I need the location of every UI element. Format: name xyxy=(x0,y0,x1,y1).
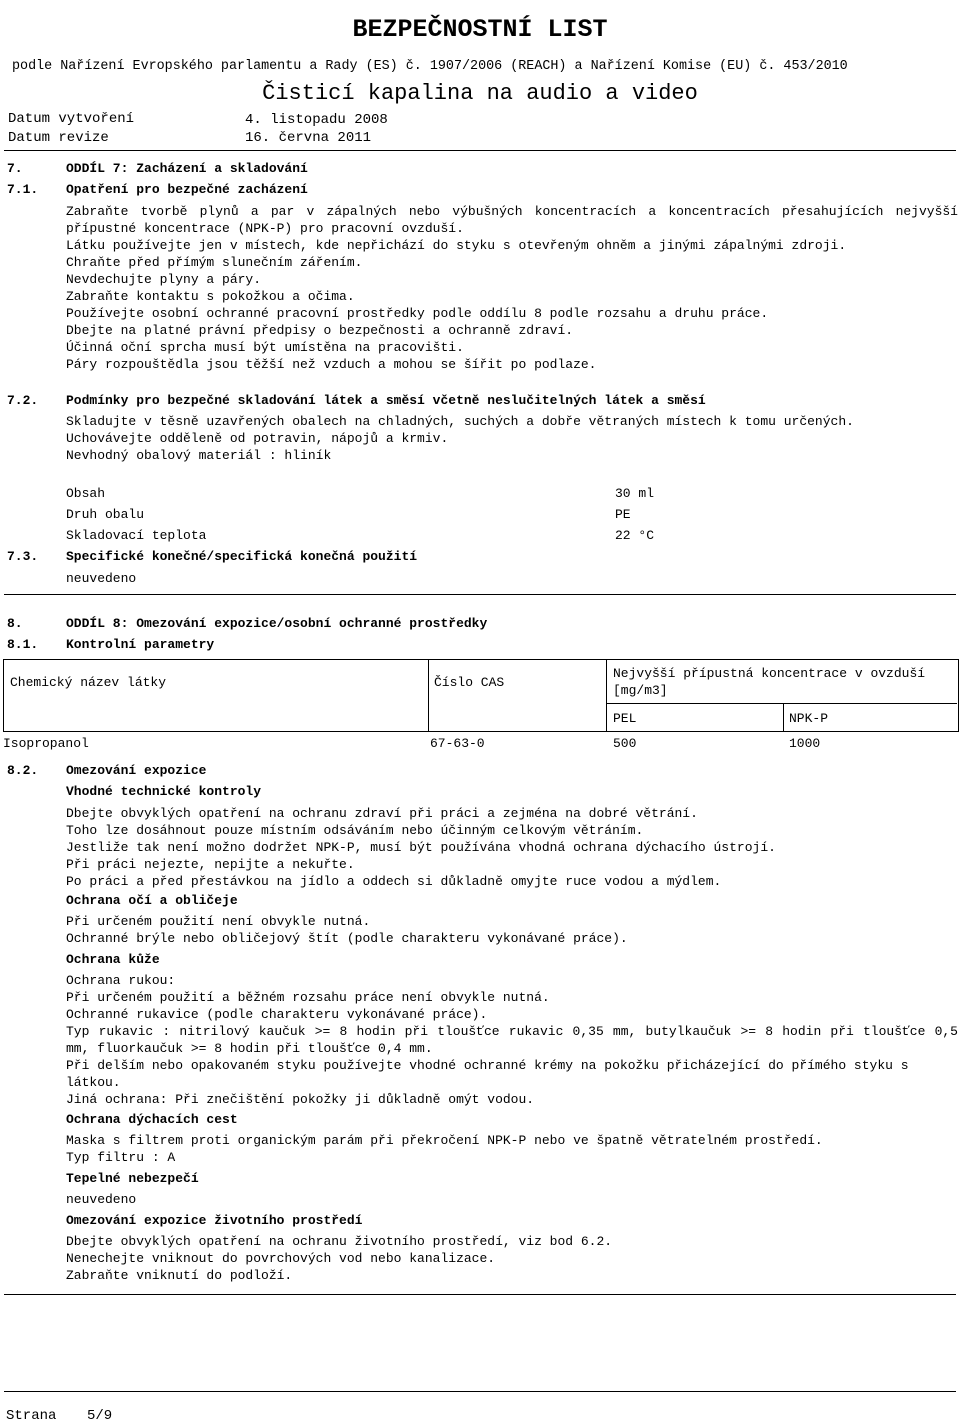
revised-label: Datum revize xyxy=(8,130,109,146)
paragraph: Při určeném použití není obvykle nutná. xyxy=(66,914,371,929)
paragraph: Skladujte v těsně uzavřených obalech na chladných, suchých a dobře větraných místech k tomu určených. xyxy=(66,414,854,429)
table-cell-cas: 67-63-0 xyxy=(430,736,485,751)
paragraph: Nenechejte vniknout do povrchových vod nebo kanalizace. xyxy=(66,1251,496,1266)
tech-controls-title: Vhodné technické kontroly xyxy=(66,784,262,799)
section72-number: 7.2. xyxy=(7,393,39,408)
footer-divider xyxy=(4,1391,956,1392)
paragraph: Ochrana rukou: xyxy=(66,973,176,988)
paragraph: Ochranné brýle nebo obličejový štít (podle charakteru vykonávané práce). xyxy=(66,931,628,946)
paragraph: Ochranné rukavice (podle charakteru vykonávané práce). xyxy=(66,1007,488,1022)
section71-number: 7.1. xyxy=(7,182,39,197)
section82-title: Omezování expozice xyxy=(66,763,207,778)
section81-number: 8.1. xyxy=(7,637,39,652)
environment-text xyxy=(66,1233,612,1284)
prop-label-content: Obsah xyxy=(66,486,106,501)
paragraph: Páry rozpouštědla jsou těžší než vzduch a mohou se šířit po podlaze. xyxy=(66,357,597,372)
section8-number: 8. xyxy=(7,616,23,631)
paragraph: Při práci nejezte, nepijte a nekuřte. xyxy=(66,857,355,872)
section73-number: 7.3. xyxy=(7,549,39,564)
page-label: Strana xyxy=(6,1408,57,1424)
prop-label-package: Druh obalu xyxy=(66,507,145,522)
paragraph: Při určeném použití a běžném rozsahu práce není obvykle nutná. xyxy=(66,990,550,1005)
paragraph: Po práci a před přestávkou na jídlo a oddech si důkladně omyjte ruce vodou a mýdlem. xyxy=(66,874,722,889)
table-header-pel: PEL xyxy=(613,711,637,726)
page-number: 5/9 xyxy=(87,1408,113,1424)
table-header-npk: NPK-P xyxy=(789,711,829,726)
table-sub-divider xyxy=(606,703,957,704)
paragraph: Typ filtru : A xyxy=(66,1150,176,1165)
prop-value-content: 30 ml xyxy=(615,486,655,501)
thermal-hazard-title: Tepelné nebezpečí xyxy=(66,1171,199,1186)
section72-text xyxy=(66,413,958,464)
section81-title: Kontrolní parametry xyxy=(66,637,215,652)
paragraph: Zabraňte kontaktu s pokožkou a očima. xyxy=(66,289,355,304)
section73-title: Specifické konečné/specifická konečná použití xyxy=(66,549,418,564)
paragraph: Nevhodný obalový materiál : hliník xyxy=(66,448,332,463)
paragraph: Dbejte obvyklých opatření na ochranu zdraví při práci a zejména na dobré větrání. xyxy=(66,806,698,821)
tech-controls-text xyxy=(66,805,776,890)
paragraph: Zabraňte vniknutí do podloží. xyxy=(66,1268,293,1283)
paragraph: Dbejte obvyklých opatření na ochranu životního prostředí, viz bod 6.2. xyxy=(66,1234,613,1249)
table-col-divider xyxy=(783,703,784,731)
paragraph: Toho lze dosáhnout pouze místním odsáváním nebo účinným celkovým větráním. xyxy=(66,823,644,838)
thermal-hazard-text: neuvedeno xyxy=(66,1192,137,1207)
section73-text: neuvedeno xyxy=(66,571,137,586)
paragraph: Chraňte před přímým slunečním zářením. xyxy=(66,255,363,270)
regulation-line: podle Nařízení Evropského parlamentu a Rady (ES) č. 1907/2006 (REACH) a Nařízení Komise (EU) č. 453/2010 xyxy=(12,59,848,74)
paragraph: Nevdechujte plyny a páry. xyxy=(66,272,262,287)
paragraph: Dbejte na platné právní předpisy o bezpečnosti a ochranně zdraví. xyxy=(66,323,574,338)
product-name: Čisticí kapalina na audio a video xyxy=(262,81,698,106)
section-divider xyxy=(4,594,956,595)
table-cell-npk: 1000 xyxy=(789,736,821,751)
table-col-divider xyxy=(606,659,607,731)
table-header-limit: Nejvyšší přípustná koncentrace v ovzduší [mg/m3] xyxy=(613,666,926,698)
environment-title: Omezování expozice životního prostředí xyxy=(66,1213,363,1228)
respiratory-protection-title: Ochrana dýchacích cest xyxy=(66,1112,238,1127)
prop-value-temperature: 22 °C xyxy=(615,528,655,543)
paragraph: Typ rukavic : nitrilový kaučuk >= 8 hodin při tloušťce rukavic 0,35 mm, butylkaučuk >= 8 hodin při tloušťce 0,5 mm, fluorkaučuk >= 8 hodin při tloušťce 0,4 mm. xyxy=(66,1024,958,1056)
created-label: Datum vytvoření xyxy=(8,111,135,127)
section71-text xyxy=(66,203,958,373)
table-col-divider xyxy=(428,659,429,731)
skin-protection-text xyxy=(66,972,958,1108)
section8-title: ODDÍL 8: Omezování expozice/osobní ochranné prostředky xyxy=(66,616,488,631)
prop-value-package: PE xyxy=(615,507,631,522)
paragraph: Jiná ochrana: Při znečištění pokožky ji důkladně omýt vodou. xyxy=(66,1092,535,1107)
paragraph: Jestliže tak není možno dodržet NPK-P, musí být používána vhodná ochrana dýchacího ústrojí. xyxy=(66,840,776,855)
paragraph: Při delším nebo opakovaném styku používejte vhodné ochranné krémy na pokožku přicházející do přímého styku s látkou. xyxy=(66,1058,909,1090)
paragraph: Zabraňte tvorbě plynů a par v zápalných nebo výbušných koncentracích a koncentracích přesahujících nejvyšší přípustné koncentrace (NPK-P) pro pracovní ovzduší. xyxy=(66,204,958,236)
respiratory-protection-text xyxy=(66,1132,823,1166)
section82-number: 8.2. xyxy=(7,763,39,778)
table-cell-pel: 500 xyxy=(613,736,637,751)
section7-title: ODDÍL 7: Zacházení a skladování xyxy=(66,161,308,176)
table-header-cas: Číslo CAS xyxy=(434,675,505,690)
paragraph: Maska s filtrem proti organickým parám při překročení NPK-P nebo ve špatně větratelném prostředí. xyxy=(66,1133,823,1148)
eye-protection-text xyxy=(66,913,628,947)
header-divider xyxy=(4,150,956,151)
document-title: BEZPEČNOSTNÍ LIST xyxy=(352,15,608,44)
section7-number: 7. xyxy=(7,161,23,176)
paragraph: Uchovávejte odděleně od potravin, nápojů a krmiv. xyxy=(66,431,449,446)
paragraph: Látku používejte jen v místech, kde nepřichází do styku s otevřeným ohněm a jinými zápalnými zdroji. xyxy=(66,238,847,253)
created-value: 4. listopadu 2008 xyxy=(245,112,388,128)
section-divider xyxy=(4,1294,956,1295)
paragraph: Účinná oční sprcha musí být umístěna na pracovišti. xyxy=(66,340,464,355)
section72-title: Podmínky pro bezpečné skladování látek a směsí včetně neslučitelných látek a směsí xyxy=(66,393,706,408)
table-cell-name: Isopropanol xyxy=(3,736,89,751)
eye-protection-title: Ochrana očí a obličeje xyxy=(66,893,238,908)
prop-label-temperature: Skladovací teplota xyxy=(66,528,207,543)
section71-title: Opatření pro bezpečné zacházení xyxy=(66,182,308,197)
skin-protection-title: Ochrana kůže xyxy=(66,952,160,967)
table-header-name: Chemický název látky xyxy=(10,675,167,690)
revised-value: 16. června 2011 xyxy=(245,130,372,146)
paragraph: Používejte osobní ochranné pracovní prostředky podle oddílu 8 podle rozsahu a druhu práce. xyxy=(66,306,769,321)
